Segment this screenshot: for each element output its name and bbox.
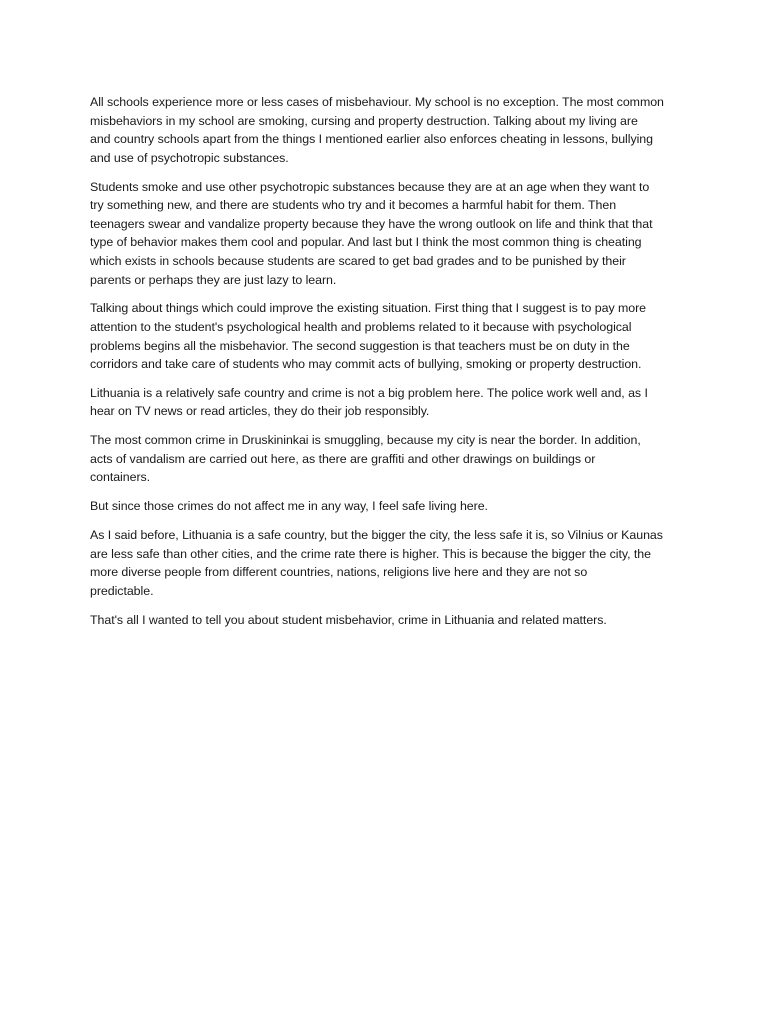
- text-line: Lithuania is a relatively safe country and crime is not a big problem here. The police work well and, as I: [90, 385, 648, 400]
- text-line: and country schools apart from the things I mentioned earlier also enforces cheating in lessons, bullying: [90, 132, 653, 147]
- text-line: That's all I wanted to tell you about student misbehavior, crime in Lithuania and related matters.: [90, 612, 607, 627]
- text-line: Talking about things which could improve the existing situation. First thing that I suggest is to pay more: [90, 301, 647, 316]
- text-line: The most common crime in Druskininkai is smuggling, because my city is near the border. In addition,: [90, 433, 641, 448]
- document-body: [90, 93, 684, 629]
- paragraph-6: [90, 497, 684, 516]
- text-line: All schools experience more or less cases of misbehaviour. My school is no exception. The most common: [90, 95, 664, 109]
- text-line: which exists in schools because students are scared to get bad grades and to be punished by their: [90, 253, 626, 268]
- text-line: But since those crimes do not affect me in any way, I feel safe living here.: [90, 499, 488, 514]
- text-line: misbehaviors in my school are smoking, cursing and property destruction. Talking about my living are: [90, 113, 638, 128]
- text-line: Students smoke and use other psychotropic substances because they are at an age when they want to: [90, 179, 650, 194]
- text-line: problems begins all the misbehavior. The second suggestion is that teachers must be on duty in the: [90, 338, 630, 353]
- paragraph-3: [90, 299, 684, 373]
- text-line: parents or perhaps they are just lazy to learn.: [90, 272, 337, 287]
- text-line: are less safe than other cities, and the crime rate there is higher. This is because the bigger the city, the: [90, 546, 651, 561]
- text-line: corridors and take care of students who may commit acts of bullying, smoking or property destruction.: [90, 357, 642, 372]
- text-line: and use of psychotropic substances.: [90, 150, 289, 165]
- text-line: acts of vandalism are carried out here, as there are graffiti and other drawings on buildings or: [90, 451, 596, 466]
- text-line: try something new, and there are students who try and it becomes a harmful habit for them. Then: [90, 198, 617, 213]
- text-line: hear on TV news or read articles, they do their job responsibly.: [90, 404, 430, 419]
- paragraph-5: [90, 431, 684, 487]
- text-line: predictable.: [90, 583, 154, 598]
- paragraph-7: [90, 526, 684, 600]
- text-line: attention to the student's psychological health and problems related to it because with psychological: [90, 319, 632, 334]
- text-line: containers.: [90, 470, 151, 485]
- paragraph-1: [90, 93, 684, 167]
- paragraph-8: [90, 611, 684, 630]
- text-line: teenagers swear and vandalize property because they have the wrong outlook on life and think that that: [90, 216, 653, 231]
- text-line: more diverse people from different countries, nations, religions live here and they are not so: [90, 565, 588, 580]
- paragraph-2: [90, 178, 684, 290]
- text-line: As I said before, Lithuania is a safe country, but the bigger the city, the less safe it is, so Vilnius or Kaunas: [90, 528, 663, 542]
- paragraph-4: [90, 384, 684, 421]
- text-line: type of behavior makes them cool and popular. And last but I think the most common thing is cheating: [90, 235, 642, 250]
